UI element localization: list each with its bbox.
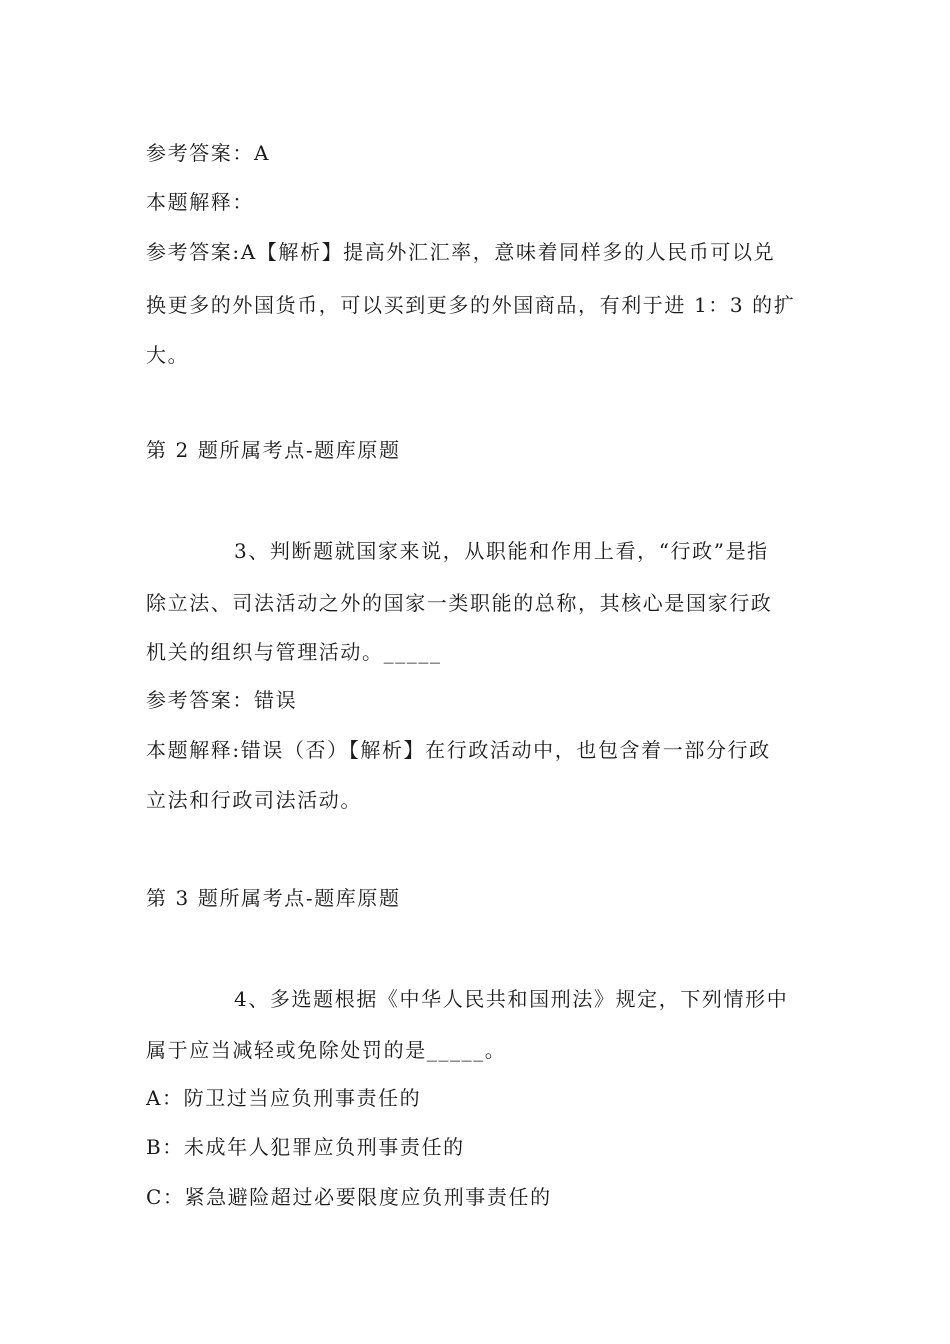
q2-explain-line-3: 大。	[146, 343, 190, 367]
q4-line-2: 属于应当减轻或免除处罚的是_____。	[146, 1038, 507, 1062]
q2-explain-label: 本题解释：	[146, 190, 254, 214]
q3-explain-line-1: 本题解释:错误（否）【解析】在行政活动中，也包含着一部分行政	[146, 738, 771, 762]
q2-explain-line-1: 参考答案:A【解析】提高外汇汇率，意味着同样多的人民币可以兑	[146, 240, 776, 264]
q2-explain-line-2: 换更多的外国货币，可以买到更多的外国商品，有利于进 1：3 的扩	[146, 293, 796, 317]
section-3-heading: 第 3 题所属考点-题库原题	[146, 886, 401, 910]
q4-option-a: A：防卫过当应负刑事责任的	[146, 1086, 422, 1110]
q3-line-3: 机关的组织与管理活动。_____	[146, 640, 442, 664]
q3-line-1: 3、判断题就国家来说，从职能和作用上看，“行政”是指	[234, 539, 769, 563]
section-2-heading: 第 2 题所属考点-题库原题	[146, 438, 401, 462]
q4-option-c: C：紧急避险超过必要限度应负刑事责任的	[146, 1185, 552, 1209]
q2-answer: 参考答案：A	[146, 141, 271, 165]
q4-line-1: 4、多选题根据《中华人民共和国刑法》规定，下列情形中	[234, 987, 789, 1011]
q4-option-b: B：未成年人犯罪应负刑事责任的	[146, 1135, 465, 1159]
q3-explain-line-2: 立法和行政司法活动。	[146, 788, 362, 812]
q3-answer: 参考答案：错误	[146, 688, 298, 712]
q3-line-2: 除立法、司法活动之外的国家一类职能的总称，其核心是国家行政	[146, 591, 773, 615]
